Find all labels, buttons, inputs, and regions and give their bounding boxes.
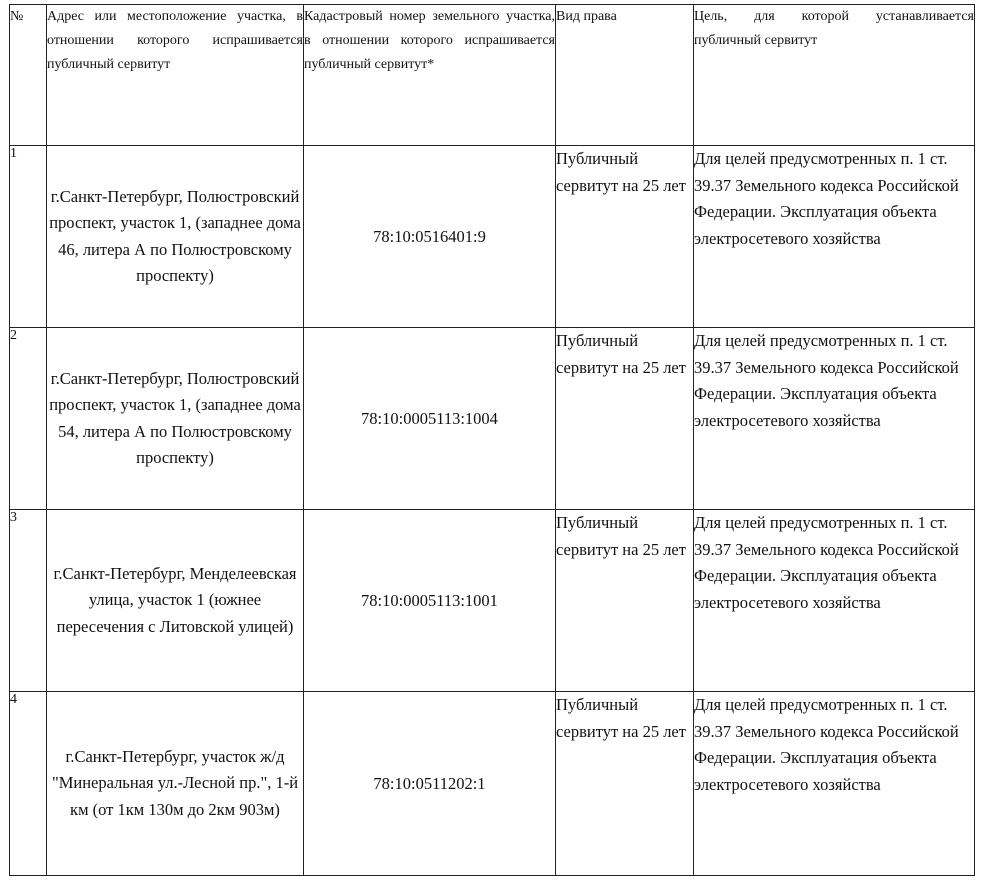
table-row xyxy=(10,692,975,876)
row-address: г.Санкт-Петербург, Менделеевская улица, участок 1 (южнее пересечения с Литовской улицей) xyxy=(47,510,304,692)
row-address: г.Санкт-Петербург, Полюстровский проспект, участок 1, (западнее дома 46, литера А по Полюстровскому проспекту) xyxy=(47,146,304,328)
row-number: 1 xyxy=(10,146,47,328)
row-purpose: Для целей предусмотренных п. 1 ст. 39.37 Земельного кодекса Российской Федерации. Эксплуатация объекта электросетевого хозяйства xyxy=(694,510,975,692)
row-purpose: Для целей предусмотренных п. 1 ст. 39.37 Земельного кодекса Российской Федерации. Эксплуатация объекта электросетевого хозяйства xyxy=(694,328,975,510)
table-row xyxy=(10,328,975,510)
header-right-type: Вид права xyxy=(556,5,694,146)
row-address: г.Санкт-Петербург, участок ж/д "Минеральная ул.-Лесной пр.", 1-й км (от 1км 130м до 2км 903м) xyxy=(47,692,304,876)
header-cadastral: Кадастровый номер земельного участка, в отношении которого испрашивается публичный сервитут* xyxy=(304,5,556,146)
table-row xyxy=(10,146,975,328)
row-cadastral-number: 78:10:0516401:9 xyxy=(304,146,556,328)
row-number: 4 xyxy=(10,692,47,876)
row-purpose: Для целей предусмотренных п. 1 ст. 39.37 Земельного кодекса Российской Федерации. Эксплуатация объекта электросетевого хозяйства xyxy=(694,692,975,876)
table-header-row xyxy=(10,5,975,146)
row-cadastral-number: 78:10:0005113:1004 xyxy=(304,328,556,510)
servitude-table xyxy=(9,4,975,876)
row-right-type: Публичный сервитут на 25 лет xyxy=(556,510,694,692)
header-address: Адрес или местоположение участка, в отношении которого испрашивается публичный сервитут xyxy=(47,5,304,146)
row-right-type: Публичный сервитут на 25 лет xyxy=(556,146,694,328)
header-purpose: Цель, для которой устанавливается публичный сервитут xyxy=(694,5,975,146)
row-cadastral-number: 78:10:0511202:1 xyxy=(304,692,556,876)
row-cadastral-number: 78:10:0005113:1001 xyxy=(304,510,556,692)
header-num: № xyxy=(10,5,47,146)
row-address: г.Санкт-Петербург, Полюстровский проспект, участок 1, (западнее дома 54, литера А по Полюстровскому проспекту) xyxy=(47,328,304,510)
row-number: 3 xyxy=(10,510,47,692)
row-purpose: Для целей предусмотренных п. 1 ст. 39.37 Земельного кодекса Российской Федерации. Эксплуатация объекта электросетевого хозяйства xyxy=(694,146,975,328)
row-number: 2 xyxy=(10,328,47,510)
row-right-type: Публичный сервитут на 25 лет xyxy=(556,692,694,876)
row-right-type: Публичный сервитут на 25 лет xyxy=(556,328,694,510)
table-row xyxy=(10,510,975,692)
